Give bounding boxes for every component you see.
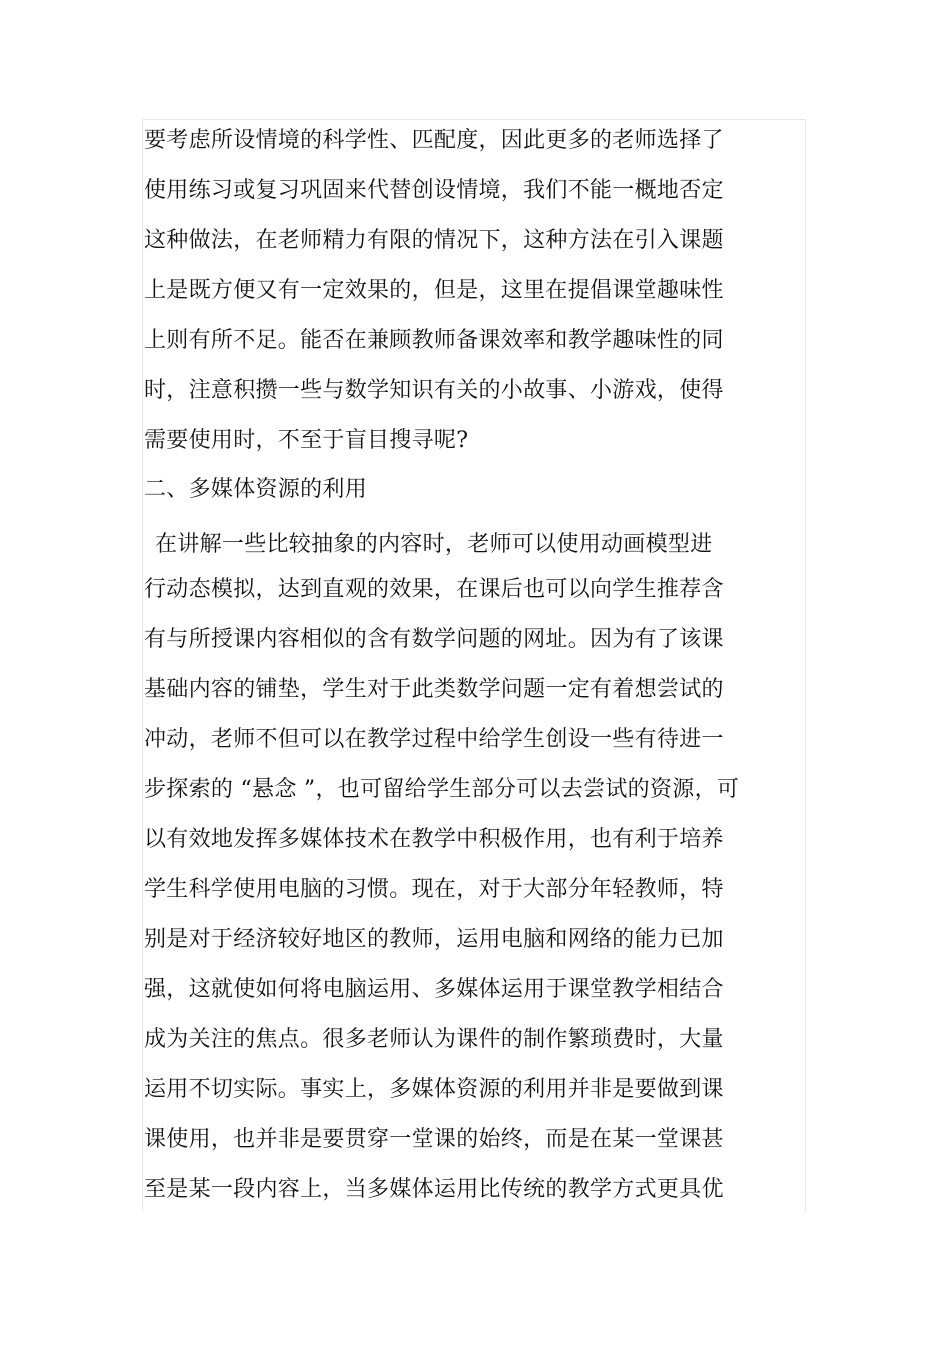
paragraph-line: 需要使用时，不至于盲目搜寻呢? [144,428,469,453]
paragraph-line: 步探索的 “悬念 ”，也可留给学生部分可以去尝试的资源，可 [144,777,740,802]
paragraph-line: 冲动，老师不但可以在教学过程中给学生创设一些有待进一 [144,727,724,752]
paragraph-line: 以有效地发挥多媒体技术在教学中积极作用，也有利于培养 [144,827,724,852]
section-heading: 二、多媒体资源的利用 [144,477,368,502]
paragraph-line: 学生科学使用电脑的习惯。现在，对于大部分年轻教师，特 [144,877,724,902]
paragraph-line: 基础内容的铺垫，学生对于此类数学问题一定有着想尝试的 [144,677,724,702]
paragraph-line: 使用练习或复习巩固来代替创设情境，我们不能一概地否定 [144,178,724,203]
paragraph-line: 成为关注的焦点。很多老师认为课件的制作繁琐费时，大量 [144,1027,724,1052]
paragraph-line: 行动态模拟，达到直观的效果，在课后也可以向学生推荐含 [144,577,724,602]
paragraph-line: 课使用，也并非是要贯穿一堂课的始终，而是在某一堂课甚 [144,1127,724,1152]
paragraph-line: 运用不切实际。事实上，多媒体资源的利用并非是要做到课 [144,1077,724,1102]
paragraph-line: 至是某一段内容上，当多媒体运用比传统的教学方式更具优 [144,1177,724,1202]
paragraph-line: 别是对于经济较好地区的教师，运用电脑和网络的能力已加 [144,927,724,952]
paragraph-line: 在讲解一些比较抽象的内容时，老师可以使用动画模型进 [155,532,713,557]
paragraph-line: 上则有所不足。能否在兼顾教师备课效率和教学趣味性的同 [144,328,724,353]
paragraph-line: 要考虑所设情境的科学性、匹配度，因此更多的老师选择了 [144,128,724,153]
paragraph-line: 上是既方便又有一定效果的，但是，这里在提倡课堂趣味性 [144,278,724,303]
paragraph-line: 这种做法，在老师精力有限的情况下，这种方法在引入课题 [144,228,724,253]
paragraph-line: 时，注意积攒一些与数学知识有关的小故事、小游戏，使得 [144,378,724,403]
paragraph-line: 强，这就使如何将电脑运用、多媒体运用于课堂教学相结合 [144,977,724,1002]
paragraph-line: 有与所授课内容相似的含有数学问题的网址。因为有了该课 [144,627,724,652]
